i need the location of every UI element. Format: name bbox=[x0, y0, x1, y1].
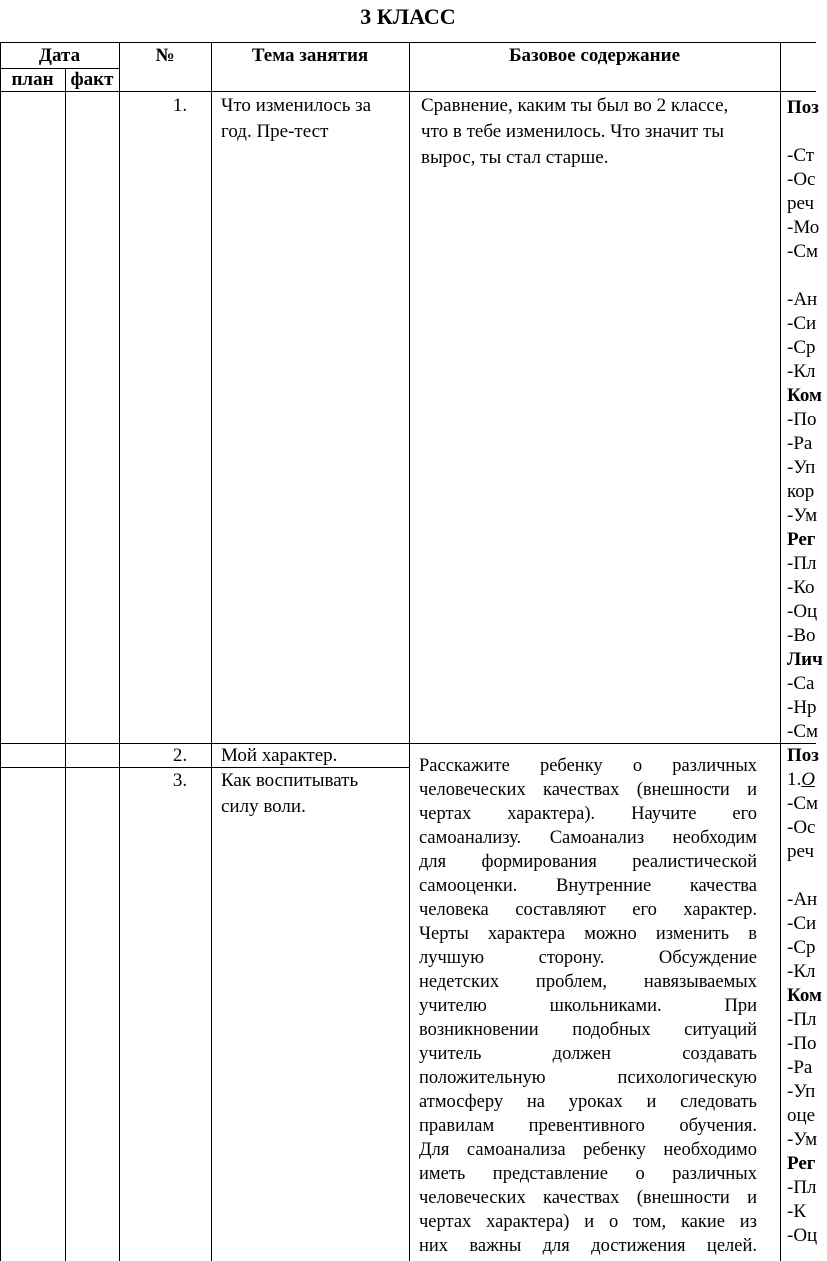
results-line: реч bbox=[787, 193, 815, 214]
results-line: -Ум bbox=[787, 505, 818, 526]
results-line: -Ос bbox=[787, 169, 816, 190]
results-line: кор bbox=[787, 481, 815, 502]
results-line: -Са bbox=[787, 673, 815, 694]
results-line: -Ко bbox=[787, 577, 815, 598]
content-line: них важны для достижения целей. bbox=[419, 1236, 757, 1256]
results-line: Ком bbox=[787, 985, 822, 1006]
topic-line: Как воспитывать bbox=[221, 770, 359, 791]
col-border-content bbox=[780, 42, 781, 1261]
header-number: № bbox=[155, 45, 175, 66]
content-line: Расскажите ребенку о различных bbox=[419, 756, 757, 776]
results-line: -Уп bbox=[787, 457, 816, 478]
results-line: -Си bbox=[787, 313, 817, 334]
content-line: учителю школьниками. При bbox=[419, 996, 757, 1016]
results-line: -Нр bbox=[787, 697, 817, 718]
header-content: Базовое содержание bbox=[508, 45, 681, 66]
content-line: Черты характера можно изменить в bbox=[419, 924, 757, 944]
results-line: -Оц bbox=[787, 1225, 818, 1246]
topic-line: силу воли. bbox=[221, 796, 306, 817]
page-title: 3 КЛАСС bbox=[360, 4, 456, 29]
content-line: положительную психологическую bbox=[419, 1068, 757, 1088]
results-line: -Си bbox=[787, 913, 817, 934]
header-fact: факт bbox=[70, 69, 114, 90]
results-line: -Ан bbox=[787, 289, 818, 310]
content-line: самоанализу. Самоанализ необходим bbox=[419, 828, 757, 848]
topic-line: год. Пре-тест bbox=[221, 121, 329, 142]
results-line: -Ст bbox=[787, 145, 815, 166]
content-line: человеческих качествах (внешности и bbox=[419, 780, 757, 800]
content-line: человека составляют его характер. bbox=[419, 900, 757, 920]
row-number: 3. bbox=[172, 770, 188, 791]
header-topic: Тема занятия bbox=[251, 45, 369, 66]
table-border-top bbox=[0, 42, 816, 43]
results-line: Рег bbox=[787, 529, 816, 550]
row-topic bbox=[221, 93, 407, 145]
content-line: недетских проблем, навязываемых bbox=[419, 972, 757, 992]
content-line: чертах характера). Научите его bbox=[419, 804, 757, 824]
content-line: Сравнение, каким ты был во 2 классе, bbox=[421, 95, 729, 116]
results-line: -Кл bbox=[787, 961, 816, 982]
results-line: -Пл bbox=[787, 1177, 817, 1198]
header-bottom-line bbox=[0, 91, 816, 92]
results-line: -Во bbox=[787, 625, 816, 646]
content-line: Для самоанализа ребенку необходимо bbox=[419, 1140, 757, 1160]
results-line: -Ср bbox=[787, 937, 816, 958]
results-line bbox=[787, 120, 827, 144]
col-border-number bbox=[211, 42, 212, 1261]
results-column-row-1 bbox=[787, 96, 827, 744]
row-number: 1. bbox=[172, 95, 188, 116]
results-line: -По bbox=[787, 409, 817, 430]
results-line: -Ра bbox=[787, 1057, 813, 1078]
results-line: реч bbox=[787, 841, 815, 862]
content-line: вырос, ты стал старше. bbox=[421, 147, 609, 168]
results-column-row-2 bbox=[787, 744, 827, 1248]
header-date: Дата bbox=[38, 45, 81, 66]
results-line: -Ос bbox=[787, 817, 816, 838]
results-line: Ком bbox=[787, 385, 822, 406]
row-number: 2. bbox=[172, 745, 188, 766]
row-content bbox=[421, 93, 777, 171]
col-border-fact bbox=[119, 42, 120, 1261]
results-line: -Ра bbox=[787, 433, 813, 454]
content-line: самооценки. Внутренние качества bbox=[419, 876, 757, 896]
results-line bbox=[787, 264, 827, 288]
results-line: -См bbox=[787, 721, 819, 742]
row-topic bbox=[221, 743, 407, 769]
col-border-topic bbox=[409, 42, 410, 1261]
content-line: чертах характера) и о том, какие из bbox=[419, 1212, 757, 1232]
results-line: Поз bbox=[787, 97, 819, 118]
content-line: что в тебе изменилось. Что значит ты bbox=[421, 121, 725, 142]
row-topic bbox=[221, 768, 407, 820]
results-line: -По bbox=[787, 1033, 817, 1054]
results-line: -К bbox=[787, 1201, 806, 1222]
results-line: -Мо bbox=[787, 217, 820, 238]
results-line: Поз bbox=[787, 745, 819, 766]
topic-line: Мой характер. bbox=[221, 745, 338, 766]
results-line: -Оц bbox=[787, 601, 818, 622]
topic-line: Что изменилось за bbox=[221, 95, 372, 116]
content-line: учитель должен создавать bbox=[419, 1044, 757, 1064]
results-line: -Ан bbox=[787, 889, 818, 910]
col-border-plan bbox=[65, 68, 66, 1261]
content-line: иметь представление о различных bbox=[419, 1164, 757, 1184]
content-line: человеческих качествах (внешности и bbox=[419, 1188, 757, 1208]
results-line: -См bbox=[787, 241, 819, 262]
content-line: правилам превентивного обучения. bbox=[419, 1116, 757, 1136]
results-line: -Ср bbox=[787, 337, 816, 358]
row-content bbox=[419, 754, 757, 1258]
results-line: 1.О bbox=[787, 769, 815, 790]
results-line: -Пл bbox=[787, 553, 817, 574]
results-line: -Ум bbox=[787, 1129, 818, 1150]
results-line: Рег bbox=[787, 1153, 816, 1174]
results-line: -Уп bbox=[787, 1081, 816, 1102]
results-line: Лич bbox=[787, 649, 823, 670]
results-line: -Кл bbox=[787, 361, 816, 382]
results-line: -См bbox=[787, 793, 819, 814]
content-line: лучшую сторону. Обсуждение bbox=[419, 948, 757, 968]
results-line bbox=[787, 864, 827, 888]
results-line: -Пл bbox=[787, 1009, 817, 1030]
col-border-left bbox=[0, 42, 1, 1261]
content-line: возникновении подобных ситуаций bbox=[419, 1020, 757, 1040]
content-line: для формирования реалистической bbox=[419, 852, 757, 872]
content-line: атмосферу на уроках и следовать bbox=[419, 1092, 757, 1112]
header-plan: план bbox=[11, 69, 54, 90]
results-line: оце bbox=[787, 1105, 816, 1126]
